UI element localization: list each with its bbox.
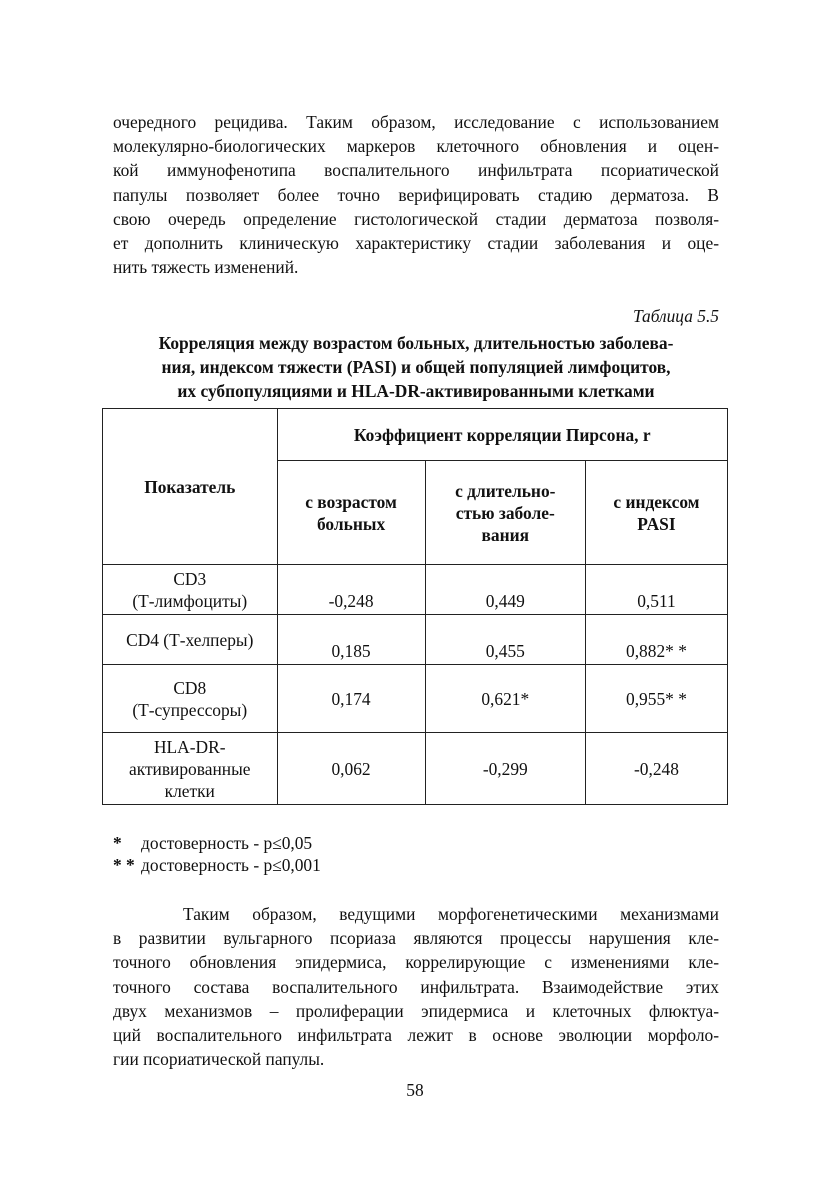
text-line: ет дополнить клиническую характеристику стадии заболевания и оце- (113, 233, 719, 254)
table-cell: 0,455 (425, 615, 585, 665)
note-mark: * (113, 833, 122, 853)
subheader-line: с индексом (613, 491, 700, 512)
table-cell: 0,621* (425, 665, 585, 733)
subheader-line: с длительно- (455, 480, 556, 501)
text-line: точного обновления эпидермиса, коррелирующие с изменениями кле- (113, 952, 719, 973)
subheader-pasi (585, 461, 727, 565)
table-header-row (103, 409, 728, 461)
text-line: ций воспалительного инфильтрата лежит в основе эволюции морфоло- (113, 1025, 719, 1046)
table-number: Таблица 5.5 (632, 306, 719, 327)
text-line: Таким образом, ведущими морфогенетическими механизмами (183, 904, 719, 924)
table-row (103, 733, 728, 805)
row-label-line: CD8 (173, 677, 207, 698)
paragraph-conclusion-wrap (113, 902, 719, 1071)
subheader-line: PASI (637, 513, 676, 534)
table-title-line: Корреляция между возрастом больных, длительностью заболева- (158, 333, 674, 354)
subheader-age (277, 461, 425, 565)
subheader-line: вания (481, 524, 530, 545)
note-text: достоверность - p≤0,001 (141, 855, 321, 875)
note-mark: * * (113, 855, 135, 875)
note-line (113, 832, 321, 854)
subheader-line: больных (316, 513, 386, 534)
text-line: в развитии вульгарного псориаза являются процессы нарушения кле- (113, 928, 719, 949)
row-label-line: клетки (164, 780, 215, 801)
text-line: точного состава воспалительного инфильтрата. Взаимодействие этих (113, 976, 719, 997)
row-label-line: HLA-DR- (154, 736, 226, 757)
row-label (103, 565, 278, 615)
note-line (113, 854, 321, 876)
table-cell: 0,511 (585, 565, 727, 615)
text-line: папулы позволяет более точно верифицировать стадию дерматоза. В (113, 184, 719, 205)
text-line: нить тяжесть изменений. (113, 257, 299, 278)
paragraph-conclusion (113, 902, 719, 1071)
table-cell: 0,955* * (585, 665, 727, 733)
row-label (103, 615, 278, 665)
subheader-line: с возрастом (305, 491, 397, 512)
page-body (113, 110, 719, 403)
text-line: молекулярно-биологических маркеров клеточного обновления и оцен- (113, 136, 719, 157)
table-cell: 0,882* * (585, 615, 727, 665)
correlation-table (102, 408, 728, 805)
row-label-line: активированные (129, 758, 251, 779)
header-group: Коэффициент корреляции Пирсона, r (277, 409, 728, 461)
text-line: двух механизмов – пролиферации эпидермиса и клеточных флюктуа- (113, 1000, 719, 1021)
header-indicator: Показатель (103, 409, 278, 565)
row-label-line: CD4 (Т-хелперы) (126, 629, 254, 650)
table-cell: 0,062 (277, 733, 425, 805)
subheader-duration (425, 461, 585, 565)
page-number: 58 (406, 1080, 424, 1100)
note-text: достоверность - p≤0,05 (141, 833, 313, 853)
table-notes (113, 832, 321, 876)
table-cell: 0,185 (277, 615, 425, 665)
table-cell: 0,174 (277, 665, 425, 733)
subheader-line: стью заболе- (455, 502, 555, 523)
table-row (103, 665, 728, 733)
table-cell: -0,248 (277, 565, 425, 615)
table-row (103, 615, 728, 665)
text-line: свою очередь определение гистологической стадии дерматоза позволя- (113, 208, 719, 229)
table-title (113, 331, 719, 403)
row-label-line: (Т-супрессоры) (132, 699, 248, 720)
table-title-line: ния, индексом тяжести (PASI) и общей популяцией лимфоцитов, (161, 357, 671, 378)
table-title-line: их субпопуляциями и HLA-DR-активированными клетками (177, 381, 655, 402)
table-cell: -0,248 (585, 733, 727, 805)
row-label (103, 665, 278, 733)
text-line: очередного рецидива. Таким образом, исследование с использованием (113, 112, 719, 132)
table-row (103, 565, 728, 615)
table-cell: 0,449 (425, 565, 585, 615)
text-line: кой иммунофенотипа воспалительного инфильтрата псориатической (113, 160, 719, 181)
row-label-line: CD3 (173, 568, 207, 589)
row-label-line: (Т-лимфоциты) (132, 590, 248, 611)
table-cell: -0,299 (425, 733, 585, 805)
text-line: гии псориатической папулы. (113, 1049, 325, 1070)
row-label (103, 733, 278, 805)
paragraph-intro (113, 110, 719, 279)
